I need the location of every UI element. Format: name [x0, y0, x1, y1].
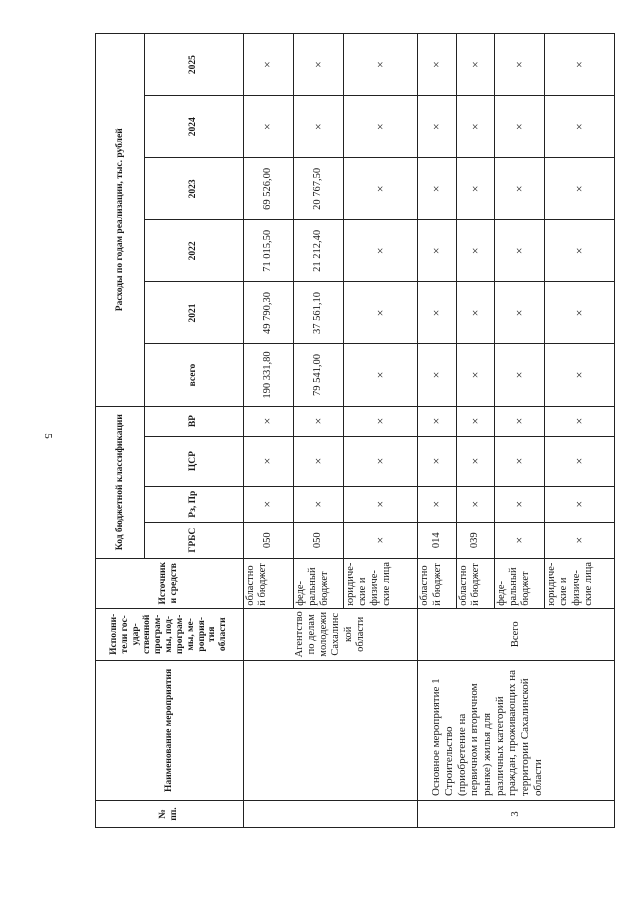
rzpr-cell: × [344, 486, 418, 522]
total-cell: × [344, 344, 418, 406]
y2023-cell: × [545, 158, 615, 220]
header-budget-code: Код бюджетной классификации [96, 406, 145, 558]
expenses-table [95, 33, 615, 828]
grbs-cell: 050 [243, 522, 293, 558]
y2025-cell: × [293, 34, 343, 96]
vr-cell: × [495, 406, 545, 436]
total-cell: × [495, 344, 545, 406]
y2024-cell: × [344, 96, 418, 158]
y2025-cell: × [418, 34, 456, 96]
header-2023: 2023 [145, 158, 243, 220]
y2021-cell: × [456, 282, 494, 344]
grbs-cell: × [545, 522, 615, 558]
y2021-cell: 49 790,30 [243, 282, 293, 344]
rzpr-cell: × [243, 486, 293, 522]
y2022-cell: × [456, 220, 494, 282]
executor-cell: Агентство по делам молодежи Сахалинской области [243, 608, 418, 660]
y2021-cell: × [344, 282, 418, 344]
header-row-1 [96, 34, 145, 828]
vr-cell: × [456, 406, 494, 436]
y2023-cell: 69 526,00 [243, 158, 293, 220]
y2021-cell: 37 561,10 [293, 282, 343, 344]
vr-cell: × [293, 406, 343, 436]
header-expenses: Расходы по годам реализации, тыс. рублей [96, 34, 145, 407]
csr-cell: × [293, 436, 343, 486]
csr-cell: × [418, 436, 456, 486]
header-name: Наименование мероприятия [96, 660, 244, 800]
y2023-cell: × [418, 158, 456, 220]
y2022-cell: × [344, 220, 418, 282]
y2022-cell: 21 212,40 [293, 220, 343, 282]
grbs-cell: 050 [293, 522, 343, 558]
rzpr-cell: × [545, 486, 615, 522]
y2021-cell: × [418, 282, 456, 344]
csr-cell: × [344, 436, 418, 486]
vr-cell: × [243, 406, 293, 436]
header-sources: Источники средств [96, 558, 244, 608]
y2024-cell: × [243, 96, 293, 158]
header-executors: Исполни-тели гос-удар-ственной програм-мы, под-програм-мы, ме-роприя-тия области [96, 608, 244, 660]
y2022-cell: × [545, 220, 615, 282]
vr-cell: × [344, 406, 418, 436]
header-rzpr: Рз, Пр [145, 486, 243, 522]
source-cell: областной бюджет [243, 558, 293, 608]
header-2025: 2025 [145, 34, 243, 96]
source-cell: юридиче-ские и физиче-ские лица [545, 558, 615, 608]
vr-cell: × [418, 406, 456, 436]
y2025-cell: × [344, 34, 418, 96]
y2024-cell: × [545, 96, 615, 158]
header-csr: ЦСР [145, 436, 243, 486]
source-cell: юридиче-ские и физиче-ские лица [344, 558, 418, 608]
header-grbs: ГРБС [145, 522, 243, 558]
header-num: № пп. [96, 800, 244, 827]
row-num-cell [243, 800, 418, 827]
header-vr: ВР [145, 406, 243, 436]
csr-cell: × [456, 436, 494, 486]
rotated-table-container [95, 33, 615, 828]
source-cell: областной бюджет [418, 558, 456, 608]
grbs-cell: × [344, 522, 418, 558]
total-cell: 79 541,00 [293, 344, 343, 406]
y2025-cell: × [545, 34, 615, 96]
y2024-cell: × [495, 96, 545, 158]
source-cell: феде-ральный бюджет [495, 558, 545, 608]
rzpr-cell: × [293, 486, 343, 522]
header-2024: 2024 [145, 96, 243, 158]
vr-cell: × [545, 406, 615, 436]
y2024-cell: × [293, 96, 343, 158]
header-2022: 2022 [145, 220, 243, 282]
y2021-cell: × [495, 282, 545, 344]
y2023-cell: × [456, 158, 494, 220]
grbs-cell: 039 [456, 522, 494, 558]
y2025-cell: × [495, 34, 545, 96]
total-cell: × [418, 344, 456, 406]
y2022-cell: 71 015,50 [243, 220, 293, 282]
executor-cell: Всего [418, 608, 615, 660]
rzpr-cell: × [418, 486, 456, 522]
total-cell: × [456, 344, 494, 406]
row-name-cell [243, 660, 418, 800]
table-row [243, 34, 293, 828]
y2021-cell: × [545, 282, 615, 344]
grbs-cell: 014 [418, 522, 456, 558]
rzpr-cell: × [456, 486, 494, 522]
csr-cell: × [545, 436, 615, 486]
csr-cell: × [495, 436, 545, 486]
y2025-cell: × [243, 34, 293, 96]
total-cell: × [545, 344, 615, 406]
row-num-cell: 3 [418, 800, 615, 827]
y2023-cell: × [495, 158, 545, 220]
source-cell: областной бюджет [456, 558, 494, 608]
csr-cell: × [243, 436, 293, 486]
y2025-cell: × [456, 34, 494, 96]
y2024-cell: × [418, 96, 456, 158]
total-cell: 190 331,80 [243, 344, 293, 406]
rzpr-cell: × [495, 486, 545, 522]
activity-name-cell: Основное мероприятие 1 Строительство (приобретение на первичном и вторичном рынке) жилья для различных категорий граждан, проживающих на территории Сахалинской области [418, 660, 615, 800]
table-row [418, 34, 456, 828]
y2022-cell: × [418, 220, 456, 282]
y2022-cell: × [495, 220, 545, 282]
header-2021: 2021 [145, 282, 243, 344]
y2024-cell: × [456, 96, 494, 158]
y2023-cell: 20 767,50 [293, 158, 343, 220]
header-total: всего [145, 344, 243, 406]
page-number: 5 [42, 433, 54, 439]
grbs-cell: × [495, 522, 545, 558]
source-cell: феде-ральный бюджет [293, 558, 343, 608]
y2023-cell: × [344, 158, 418, 220]
